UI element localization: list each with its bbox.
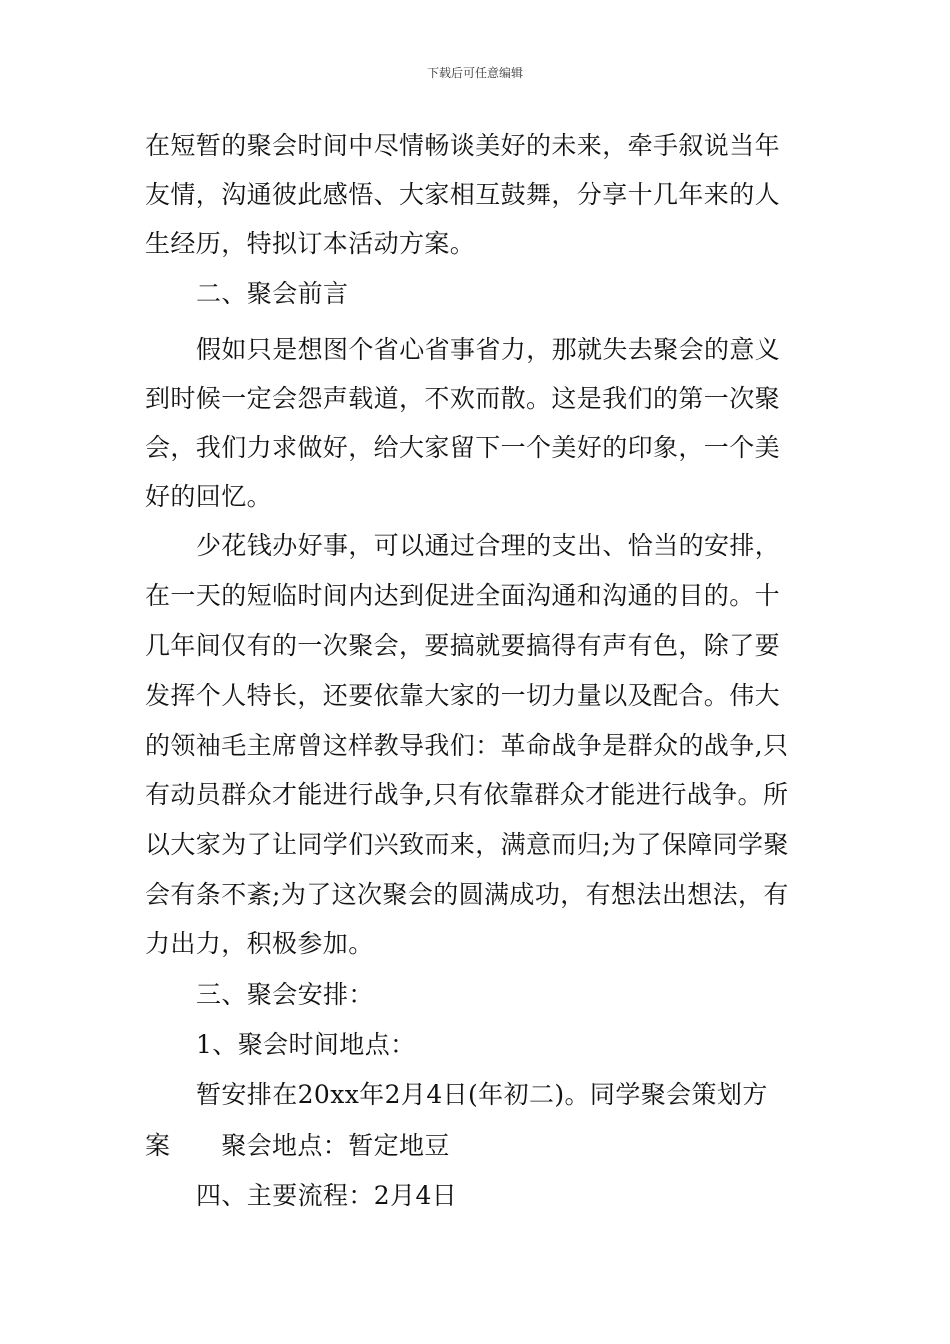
body-line: 到时候一定会怨声载道，不欢而散。这是我们的第一次聚 [145, 384, 781, 413]
section-heading: 二、聚会前言 [196, 279, 349, 308]
body-line: 暂安排在20xx年2月4日(年初二)。同学聚会策划方 [196, 1080, 768, 1109]
section-heading: 三、聚会安排： [196, 980, 374, 1009]
body-line: 有动员群众才能进行战争,只有依靠群众才能进行战争。所 [145, 780, 789, 809]
subsection-heading: 1、聚会时间地点： [196, 1030, 416, 1059]
body-line: 案 聚会地点：暂定地豆 [145, 1131, 450, 1160]
body-line: 以大家为了让同学们兴致而来，满意而归;为了保障同学聚 [145, 830, 789, 859]
body-line: 假如只是想图个省心省事省力，那就失去聚会的意义 [196, 335, 781, 364]
body-line: 在短暂的聚会时间中尽情畅谈美好的未来，牵手叙说当年 [145, 131, 781, 160]
body-line: 友情，沟通彼此感悟、大家相互鼓舞，分享十几年来的人 [145, 180, 781, 209]
body-line: 力出力，积极参加。 [145, 929, 374, 958]
body-line: 好的回忆。 [145, 482, 273, 511]
page-header: 下载后可任意编辑 [426, 66, 523, 80]
body-line: 会，我们力求做好，给大家留下一个美好的印象，一个美 [145, 433, 781, 462]
body-line: 发挥个人特长，还要依靠大家的一切力量以及配合。伟大 [145, 681, 781, 710]
body-line: 少花钱办好事，可以通过合理的支出、恰当的安排， [196, 531, 781, 560]
body-line: 生经历，特拟订本活动方案。 [145, 229, 476, 258]
body-line: 会有条不紊;为了这次聚会的圆满成功，有想法出想法，有 [145, 880, 789, 909]
body-line: 在一天的短临时间内达到促进全面沟通和沟通的目的。十 [145, 581, 781, 610]
section-heading: 四、主要流程：2月4日 [196, 1181, 458, 1210]
body-line: 的领袖毛主席曾这样教导我们：革命战争是群众的战争,只 [145, 731, 789, 760]
body-line: 几年间仅有的一次聚会，要搞就要搞得有声有色，除了要 [145, 631, 781, 660]
